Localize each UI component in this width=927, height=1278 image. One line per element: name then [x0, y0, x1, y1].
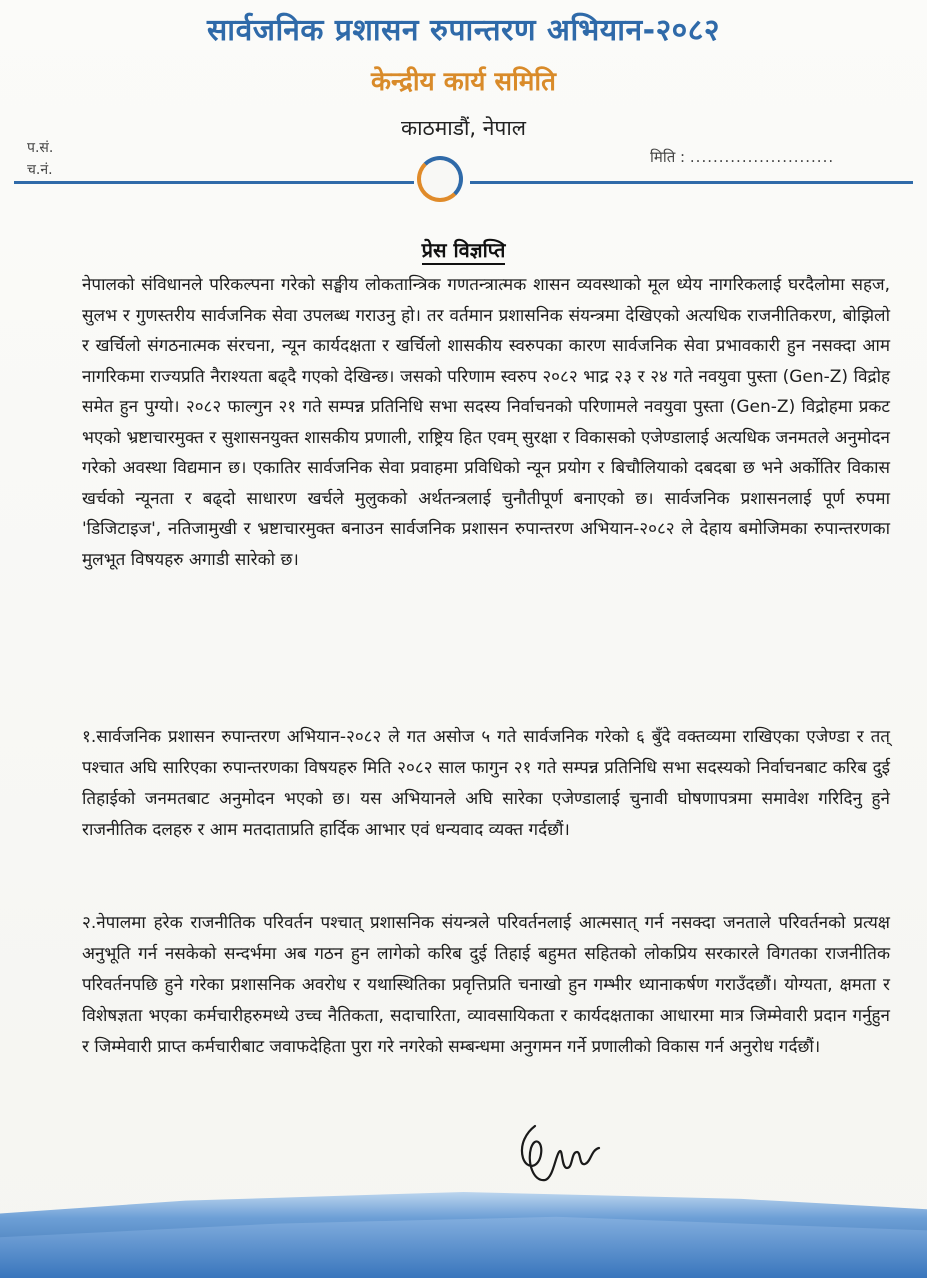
header-ring-ornament	[417, 156, 463, 202]
list-item-number: १.	[82, 727, 97, 747]
list-item-text: सार्वजनिक प्रशासन रुपान्तरण अभियान-२०८२ ले गत असोज ५ गते सार्वजनिक गरेको ६ बुँदे वक्तव्यमा राखिएका एजेण्डा र तत् पश्चात अघि सारिएका रुपान्तरणका विषयहरु मिति २०८२ साल फागुन २१ गते सम्पन्न प्रतिनिधि सभा सदस्यको निर्वाचनबाट करिब दुई तिहाईको जनमतबाट अनुमोदन भएको छ। यस अभियानले अघि सारेका एजेण्डालाई चुनावी घोषणापत्रमा समावेश गरिदिनु हुने राजनीतिक दलहरु र आम मतदाताप्रति हार्दिक आभार एवं धन्यवाद व्यक्त गर्दछौं।	[82, 727, 890, 840]
list-item-text: नेपालमा हरेक राजनीतिक परिवर्तन पश्चात् प्रशासनिक संयन्त्रले परिवर्तनलाई आत्मसात् गर्न नसक्दा जनताले परिवर्तनको प्रत्यक्ष अनुभूति गर्न नसकेको सन्दर्भमा अब गठन हुन लागेको करिब दुई तिहाई बहुमत सहितको लोकप्रिय सरकारले विगतका राजनीतिक परिवर्तनपछि हुने गरेका प्रशासनिक अवरोध र यथास्थितिका प्रवृत्तिप्रति चनाखो हुन गम्भीर ध्यानाकर्षण गराउँदछौं। योग्यता, क्षमता र विशेषज्ञता भएका कर्मचारीहरुमध्ये उच्च नैतिकता, सदाचारिता, व्यावसायिकता र कार्यदक्षताका आधारमा मात्र जिम्मेवारी प्रदान गर्नुहुन र जिम्मेवारी प्राप्त कर्मचारीबाट जवाफदेहिता पुरा गरे नगरेको सम्बन्धमा अनुगमन गर्ने प्रणालीको विकास गर्न अनुरोध गर्दछौं।	[82, 913, 890, 1057]
press-release-heading-text: प्रेस विज्ञप्ति	[422, 238, 506, 265]
reference-number-label: प.सं.	[27, 140, 54, 156]
dispatch-number-label: च.नं.	[27, 162, 53, 178]
date-value: .........................	[689, 148, 835, 166]
signature	[505, 1118, 615, 1188]
date-label: मिति :	[650, 148, 686, 166]
committee-subtitle: केन्द्रीय कार्य समिति	[371, 67, 556, 97]
intro-paragraph	[82, 270, 890, 575]
header-divider-left	[14, 181, 414, 184]
location: काठमाडौं, नेपाल	[400, 116, 527, 140]
list-item-number: २.	[82, 913, 97, 933]
header-divider-right	[470, 181, 913, 184]
date-field	[650, 147, 834, 167]
press-release-heading	[0, 236, 927, 263]
organization-title: सार्वजनिक प्रशासन रुपान्तरण अभियान-२०८२	[207, 13, 720, 48]
intro-paragraph-text: नेपालको संविधानले परिकल्पना गरेको सङ्घीय लोकतान्त्रिक गणतन्त्रात्मक शासन व्यवस्थाको मूल ध्येय नागरिकलाई घरदैलोमा सहज, सुलभ र गुणस्तरीय सार्वजनिक सेवा उपलब्ध गराउनु हो। तर वर्तमान प्रशासनिक संयन्त्रमा देखिएको अत्यधिक राजनीतिकरण, बोझिलो र खर्चिलो संगठनात्मक संरचना, न्यून कार्यदक्षता र खर्चिलो शासकीय स्वरुपका कारण सार्वजनिक सेवा प्रभावकारी हुन नसक्दा आम नागरिकमा राज्यप्रति नैराश्यता बढ्दै गएको देखिन्छ। जसको परिणाम स्वरुप २०८२ भाद्र २३ र २४ गते नवयुवा पुस्ता (Gen-Z) विद्रोह समेत हुन पुग्यो। २०८२ फाल्गुन २१ गते सम्पन्न प्रतिनिधि सभा सदस्य निर्वाचनको परिणामले नवयुवा पुस्ता (Gen-Z) विद्रोहमा प्रकट भएको भ्रष्टाचारमुक्त र सुशासनयुक्त शासकीय प्रणाली, राष्ट्रिय हित एवम् सुरक्षा र विकासको एजेण्डालाई अत्यधिक जनमतले अनुमोदन गरेको अवस्था विद्यमान छ। एकातिर सार्वजनिक सेवा प्रवाहमा प्रविधिको न्यून प्रयोग र बिचौलियाको दबदबा छ भने अर्कोतिर विकास खर्चको न्यूनता र बढ्दो साधारण खर्चले मुलुकको अर्थतन्त्रलाई चुनौतीपूर्ण बनाएको छ। सार्वजनिक प्रशासनलाई पूर्ण रुपमा 'डिजिटाइज', नतिजामुखी र भ्रष्टाचारमुक्त बनाउन सार्वजनिक प्रशासन रुपान्तरण अभियान-२०८२ ले देहाय बमोजिमका रुपान्तरणका मुलभूत विषयहरु अगाडी सारेको छ।	[82, 275, 890, 570]
list-item	[82, 722, 890, 846]
list-item	[82, 908, 890, 1063]
